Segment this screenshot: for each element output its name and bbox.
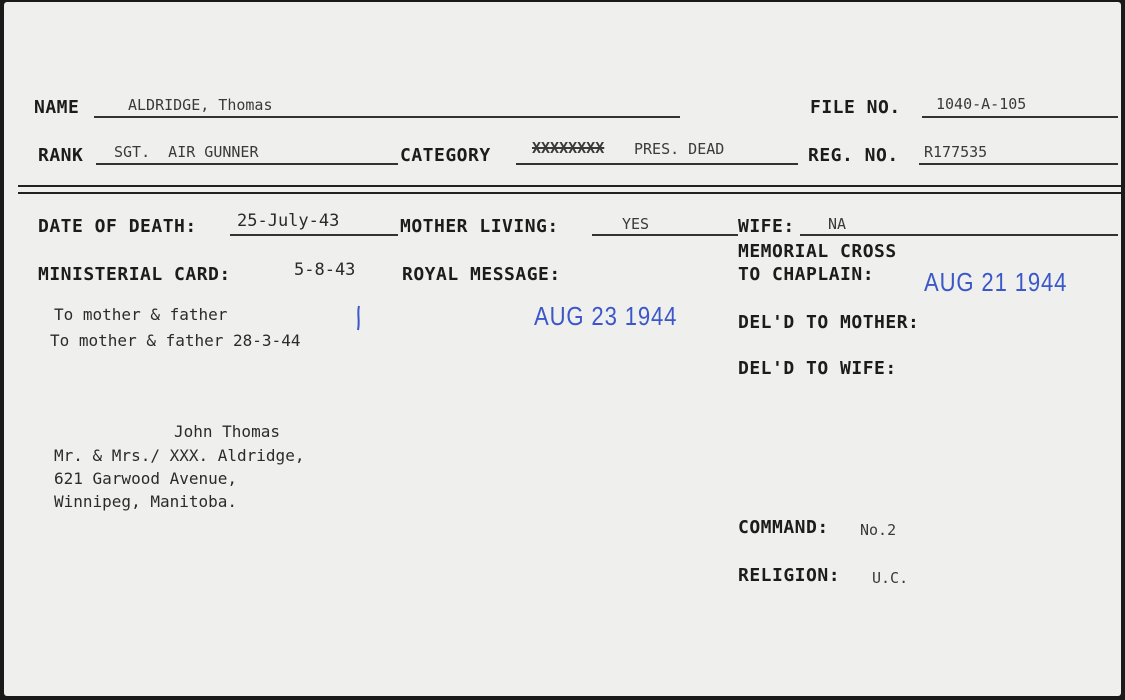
name-label: NAME (34, 97, 80, 118)
note-line-2: To mother & father 28-3-44 (50, 331, 301, 350)
reg-no-underline (919, 163, 1118, 165)
command-label: COMMAND: (738, 517, 829, 538)
name-underline (94, 116, 680, 118)
name-value: ALDRIDGE, Thomas (128, 96, 273, 114)
mother-living-label: MOTHER LIVING: (400, 216, 559, 237)
memorial-cross-label: MEMORIAL CROSS (738, 241, 897, 262)
address-line-1: John Thomas (174, 422, 280, 441)
to-chaplain-label: TO CHAPLAIN: (738, 264, 875, 285)
header-rule-top (18, 185, 1121, 187)
category-underline (516, 163, 798, 165)
mother-living-value: YES (622, 215, 650, 233)
wife-value: NA (828, 215, 847, 233)
reg-no-label: REG. NO. (808, 145, 899, 166)
record-card (4, 2, 1121, 696)
date-of-death-value: 25-July-43 (237, 211, 340, 231)
date-of-death-label: DATE OF DEATH: (38, 216, 197, 237)
blue-pen-mark (354, 304, 364, 332)
memorial-date-stamp: AUG 21 1944 (924, 267, 1068, 297)
rank-value: SGT. AIR GUNNER (114, 143, 259, 161)
mother-living-underline (592, 234, 738, 236)
religion-label: RELIGION: (738, 565, 841, 586)
religion-value: U.C. (872, 569, 909, 587)
rank-underline (96, 163, 398, 165)
category-value: PRES. DEAD (634, 140, 725, 158)
file-no-underline (922, 116, 1118, 118)
note-line-1: To mother & father (54, 305, 228, 324)
command-value: No.2 (860, 521, 897, 539)
royal-message-label: ROYAL MESSAGE: (402, 264, 561, 285)
ministerial-card-label: MINISTERIAL CARD: (38, 264, 231, 285)
date-of-death-underline (230, 234, 398, 236)
reg-no-value: R177535 (924, 143, 988, 161)
address-line-4: Winnipeg, Manitoba. (54, 492, 238, 511)
header-rule-bottom (18, 192, 1121, 194)
rank-label: RANK (38, 145, 84, 166)
wife-label: WIFE: (738, 216, 795, 237)
file-no-value: 1040-A-105 (936, 95, 1027, 113)
address-line-3: 621 Garwood Avenue, (54, 469, 238, 488)
delivered-to-wife-label: DEL'D TO WIFE: (738, 358, 897, 379)
royal-message-date-stamp: AUG 23 1944 (534, 301, 678, 331)
delivered-to-mother-label: DEL'D TO MOTHER: (738, 312, 920, 333)
file-no-label: FILE NO. (810, 97, 901, 118)
address-line-2: Mr. & Mrs./ XXX. Aldridge, (54, 446, 305, 465)
category-struck-value: XXXXXXXX (532, 139, 605, 157)
category-label: CATEGORY (400, 145, 491, 166)
wife-underline (800, 234, 1118, 236)
ministerial-card-value: 5-8-43 (294, 260, 356, 280)
